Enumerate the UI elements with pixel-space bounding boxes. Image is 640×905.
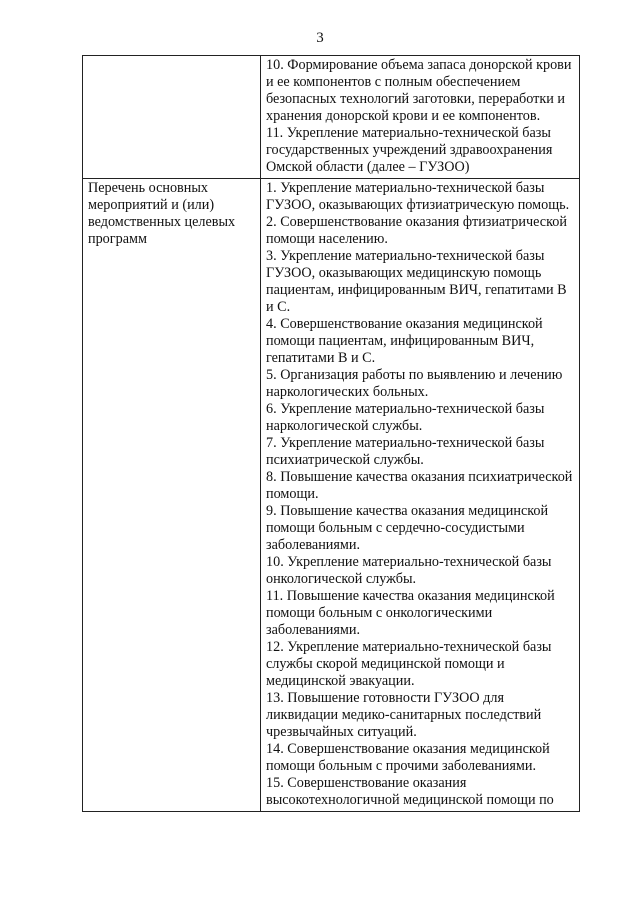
list-item: 2. Совершенствование оказания фтизиатрической помощи населению. [266, 214, 567, 247]
row-label-cell: Перечень основных мероприятий и (или) ведомственных целевых программ [83, 179, 261, 812]
row-label-cell [83, 56, 261, 179]
list-item: 3. Укрепление материально-технической базы ГУЗОО, оказывающих медицинскую помощь пациентам, инфицированным ВИЧ, гепатитами В и С. [266, 248, 567, 315]
table-row [83, 179, 580, 812]
list-item: 9. Повышение качества оказания медицинской помощи больным с сердечно-сосудистыми заболеваниями. [266, 503, 549, 553]
list-item: 13. Повышение готовности ГУЗОО для ликвидации медико-санитарных последствий чрезвычайных ситуаций. [266, 690, 542, 740]
list-item: 1. Укрепление материально-технической базы ГУЗОО, оказывающих фтизиатрическую помощь. [266, 180, 570, 213]
list-item: 5. Организация работы по выявлению и лечению наркологических больных. [266, 367, 563, 400]
table-row [83, 56, 580, 179]
page-number: 3 [316, 30, 324, 46]
program-table [82, 55, 580, 812]
list-item: 10. Формирование объема запаса донорской крови и ее компонентов с полным обеспечением безопасных технологий заготовки, переработки и хранения донорской крови и ее компонентов. [266, 57, 572, 124]
list-item: 11. Повышение качества оказания медицинской помощи больным с онкологическими заболеваниями. [266, 588, 555, 638]
list-item: 4. Совершенствование оказания медицинской помощи пациентам, инфицированным ВИЧ, гепатитами В и С. [266, 316, 543, 366]
list-item: 15. Совершенствование оказания высокотехнологичной медицинской помощи по [266, 775, 554, 808]
list-item: 7. Укрепление материально-технической базы психиатрической службы. [266, 435, 545, 468]
row-content-cell [261, 56, 580, 179]
list-item: 10. Укрепление материально-технической базы онкологической службы. [266, 554, 552, 587]
list-item: 11. Укрепление материально-технической базы государственных учреждений здравоохранения Омской области (далее – ГУЗОО) [266, 125, 553, 175]
row-content-cell [261, 179, 580, 812]
list-item: 8. Повышение качества оказания психиатрической помощи. [266, 469, 573, 502]
list-item: 14. Совершенствование оказания медицинской помощи больным с прочими заболеваниями. [266, 741, 550, 774]
list-item: 12. Укрепление материально-технической базы службы скорой медицинской помощи и медицинской эвакуации. [266, 639, 552, 689]
list-item: 6. Укрепление материально-технической базы наркологической службы. [266, 401, 545, 434]
